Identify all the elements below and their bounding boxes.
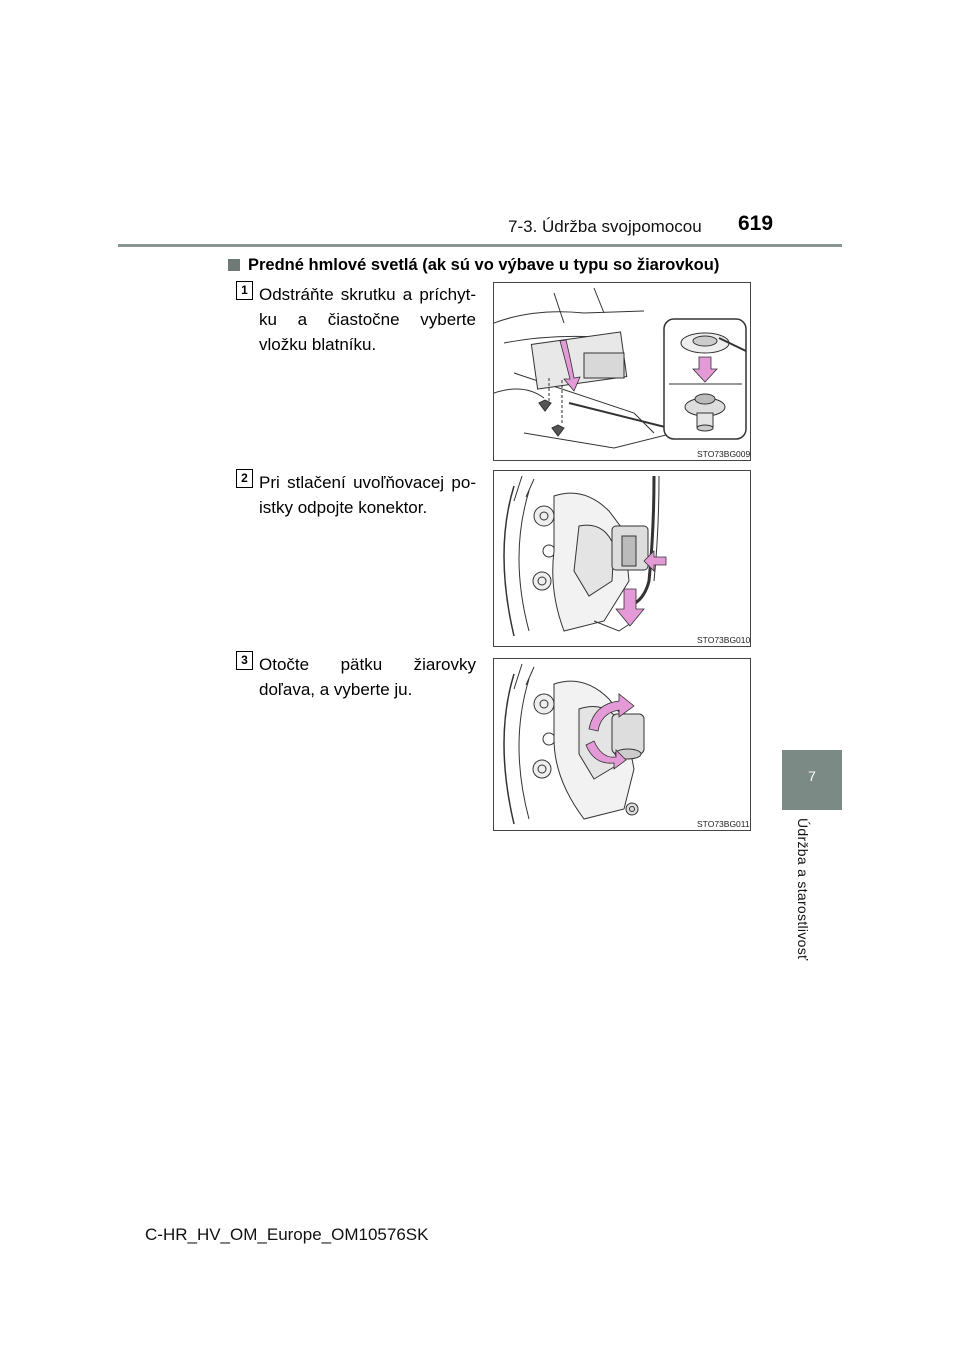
section-heading-text: Predné hmlové svetlá (ak sú vo výbave u typu so žiarovkou) bbox=[248, 256, 720, 274]
chapter-title: Údržba a starostlivosť bbox=[795, 818, 811, 961]
header-divider bbox=[118, 244, 842, 247]
document-id: C-HR_HV_OM_Europe_OM10576SK bbox=[145, 1225, 429, 1244]
section-heading bbox=[228, 256, 719, 275]
step-number-badge: 1 bbox=[236, 281, 253, 300]
step-instruction: Otočte pätku žiarovky doľava, a vyberte ju. bbox=[259, 655, 476, 699]
header-section-title: 7-3. Údržba svojpomocou bbox=[508, 217, 702, 236]
bulb-socket-illustration bbox=[494, 659, 750, 830]
step-illustration bbox=[493, 470, 751, 647]
chapter-number: 7 bbox=[808, 768, 816, 784]
step-number-badge: 3 bbox=[236, 651, 253, 670]
figure-code: STO73BG011 bbox=[697, 819, 750, 829]
step-illustration bbox=[493, 658, 751, 831]
step-instruction: Pri stlačení uvoľňovacej po-istky odpojte konektor. bbox=[259, 473, 476, 517]
step-instruction: Odstráňte skrutku a príchyt-ku a čiastočne vyberte vložku blatníku. bbox=[259, 285, 476, 354]
figure-code: STO73BG009 bbox=[697, 449, 751, 459]
square-bullet-icon bbox=[228, 259, 240, 271]
fender-liner-illustration bbox=[494, 283, 750, 460]
connector-illustration bbox=[494, 471, 750, 646]
step-number-badge: 2 bbox=[236, 469, 253, 488]
step-illustration bbox=[493, 282, 751, 461]
page-number: 619 bbox=[738, 212, 774, 235]
figure-code: STO73BG010 bbox=[697, 635, 751, 645]
